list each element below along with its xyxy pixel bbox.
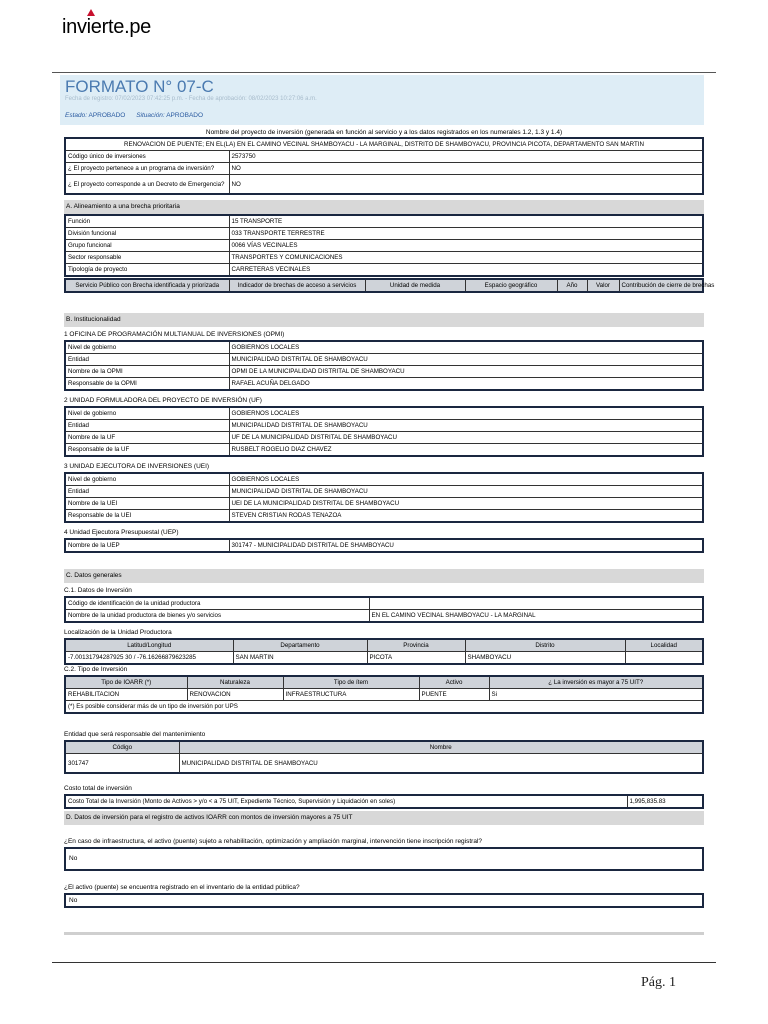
loc-cell: [625, 652, 703, 665]
row-value: 0066 VÍAS VECINALES: [229, 240, 703, 252]
row-value: UF DE LA MUNICIPALIDAD DISTRITAL DE SHAMBOYACU: [229, 432, 703, 444]
loc-header: Provincia: [367, 639, 465, 652]
row-value: 2573750: [229, 151, 703, 163]
situacion-label: Situación:: [136, 112, 165, 119]
project-name-label: Nombre del proyecto de inversión (generada en función al servicio y a los datos registrados en los numerales 1.2, 1.3 y 1.4): [205, 129, 563, 136]
section-a-table: [64, 214, 704, 277]
row-label: Nombre de la OPMI: [65, 366, 229, 378]
row-label: Función: [65, 215, 229, 228]
loc-header: Localidad: [625, 639, 703, 652]
header-divider: [52, 72, 716, 73]
footer-divider: [52, 962, 716, 963]
brecha-header: Contribución de cierre de brechas: [619, 279, 703, 292]
row-value: RUSBELT ROGELIO DIAZ CHAVEZ: [229, 444, 703, 457]
loc-cell: SHAMBOYACU: [465, 652, 625, 665]
uf-title: 2 UNIDAD FORMULADORA DEL PROYECTO DE INVERSIÓN (UF): [64, 397, 262, 404]
question-inscripcion: ¿En caso de infraestructura, el activo (puente) sujeto a rehabilitación, optimización y ampliación marginal, intervención tiene inscripción registral?: [64, 838, 483, 845]
registration-dates: Fecha de registro: 07/02/2023 07:42:25 p.m. - Fecha de aprobación: 08/02/2023 10:27:06 a.m.: [65, 96, 317, 102]
row-label: Entidad: [65, 354, 229, 366]
row-value: 033 TRANSPORTE TERRESTRE: [229, 228, 703, 240]
row-value: NO: [229, 175, 703, 195]
row-value: 301747 - MUNICIPALIDAD DISTRITAL DE SHAMBOYACU: [229, 539, 703, 552]
section-a-title: A. Alineamiento a una brecha prioritaria: [64, 200, 704, 214]
loc-header: Latitud/Longitud: [65, 639, 233, 652]
page-title: FORMATO N° 07-C: [65, 77, 214, 96]
brecha-header: Valor: [587, 279, 619, 292]
row-label: Entidad: [65, 420, 229, 432]
c2-header: ¿ La inversión es mayor a 75 UIT?: [489, 676, 703, 689]
c2-cell: Si: [489, 689, 703, 701]
row-label: Nivel de gobierno: [65, 473, 229, 486]
row-value: OPMI DE LA MUNICIPALIDAD DISTRITAL DE SHAMBOYACU: [229, 366, 703, 378]
row-value: GOBIERNOS LOCALES: [229, 341, 703, 354]
row-label: Código de identificación de la unidad productora: [65, 597, 369, 610]
c2-header: Naturaleza: [187, 676, 283, 689]
mant-header: Código: [65, 741, 179, 754]
costo-table: [64, 794, 704, 809]
opmi-table: [64, 340, 704, 391]
mantenimiento-table: [64, 740, 704, 774]
row-value: TRANSPORTES Y COMUNICACIONES: [229, 252, 703, 264]
row-label: Grupo funcional: [65, 240, 229, 252]
project-name-value: RENOVACION DE PUENTE; EN EL(LA) EN EL CAMINO VECINAL SHAMBOYACU - LA MARGINAL, DISTRITO DE SHAMBOYACU, PROVINCIA PICOTA, DEPARTAMENTO SAN MARTIN: [65, 138, 703, 151]
row-value: UEI DE LA MUNICIPALIDAD DISTRITAL DE SHAMBOYACU: [229, 498, 703, 510]
brecha-header: Unidad de medida: [365, 279, 465, 292]
row-label: ¿ El proyecto pertenece a un programa de inversión?: [65, 163, 229, 175]
uep-table: [64, 538, 704, 553]
row-label: Nivel de gobierno: [65, 407, 229, 420]
invierte-logo: invierte.pe: [62, 16, 151, 39]
costo-value: 1,995,835.83: [627, 795, 703, 808]
row-label: Responsable de la UEI: [65, 510, 229, 523]
project-table: [64, 137, 704, 195]
status-line: [65, 112, 203, 119]
costo-title: Costo total de inversión: [64, 785, 132, 792]
loc-cell: PICOTA: [367, 652, 465, 665]
form-content: [64, 128, 715, 935]
row-label: Responsable de la OPMI: [65, 378, 229, 391]
row-value: 15 TRANSPORTE: [229, 215, 703, 228]
row-value: MUNICIPALIDAD DISTRITAL DE SHAMBOYACU: [229, 486, 703, 498]
costo-label: Costo Total de la Inversión (Monto de Activos > y/o < a 75 UIT, Expediente Técnico, Supervisión y Liquidación en soles): [65, 795, 627, 808]
c2-header: Tipo de IOARR (*): [65, 676, 187, 689]
row-label: Nombre de la UEP: [65, 539, 229, 552]
c2-cell: REHABILITACION: [65, 689, 187, 701]
row-label: Sector responsable: [65, 252, 229, 264]
c2-cell: PUENTE: [419, 689, 489, 701]
c1-table: [64, 596, 704, 623]
brecha-header: Servicio Público con Brecha identificada y priorizada: [65, 279, 229, 292]
localizacion-table: [64, 638, 704, 665]
row-label: Nombre de la unidad productora de bienes y/o servicios: [65, 610, 369, 623]
mant-header: Nombre: [179, 741, 703, 754]
brecha-header: Año: [557, 279, 587, 292]
row-label: Responsable de la UF: [65, 444, 229, 457]
row-label: Nombre de la UEI: [65, 498, 229, 510]
section-c-title: C. Datos generales: [64, 569, 704, 583]
section-b-title: B. Institucionalidad: [64, 313, 704, 327]
mantenimiento-title: Entidad que será responsable del mantenimiento: [64, 731, 206, 738]
row-value: MUNICIPALIDAD DISTRITAL DE SHAMBOYACU: [229, 420, 703, 432]
opmi-title: 1 OFICINA DE PROGRAMACIÓN MULTIANUAL DE INVERSIONES (OPMI): [64, 331, 285, 338]
loc-header: Departamento: [233, 639, 367, 652]
uei-title: 3 UNIDAD EJECUTORA DE INVERSIONES (UEI): [64, 463, 210, 470]
row-value: GOBIERNOS LOCALES: [229, 473, 703, 486]
row-label: ¿ El proyecto corresponde a un Decreto de Emergencia?: [65, 175, 229, 195]
brecha-header: Indicador de brechas de acceso a servicios: [229, 279, 365, 292]
row-label: Nivel de gobierno: [65, 341, 229, 354]
row-label: Nombre de la UF: [65, 432, 229, 444]
estado-value: APROBADO: [88, 112, 126, 119]
page-number: Pág. 1: [641, 975, 676, 990]
row-value: EN EL CAMINO VECINAL SHAMBOYACU - LA MARGINAL: [369, 610, 703, 623]
end-divider: [64, 932, 704, 935]
c2-table: [64, 675, 704, 714]
row-value: NO: [229, 163, 703, 175]
row-label: Tipología de proyecto: [65, 264, 229, 277]
answer-inventario: No: [64, 893, 704, 908]
uf-table: [64, 406, 704, 457]
row-value: GOBIERNOS LOCALES: [229, 407, 703, 420]
answer-inscripcion: No: [64, 847, 704, 871]
row-value: [369, 597, 703, 610]
loc-cell: -7.00131794287925 30 / -76.16266879623285: [65, 652, 233, 665]
uep-title: 4 Unidad Ejecutora Presupuestal (UEP): [64, 529, 179, 536]
row-label: Entidad: [65, 486, 229, 498]
row-label: División funcional: [65, 228, 229, 240]
localizacion-title: Localización de la Unidad Productora: [64, 629, 172, 636]
c2-header: Tipo de ítem: [283, 676, 419, 689]
uei-table: [64, 472, 704, 523]
logo-accent-icon: [87, 9, 95, 16]
section-d-title: D. Datos de inversión para el registro de activos IOARR con montos de inversión mayores a 75 UIT: [64, 811, 704, 825]
c2-cell: INFRAESTRUCTURA: [283, 689, 419, 701]
c2-cell: RENOVACION: [187, 689, 283, 701]
brecha-header: Espacio geográfico: [465, 279, 557, 292]
question-inventario: ¿El activo (puente) se encuentra registrado en el inventario de la entidad pública?: [64, 884, 300, 891]
c2-note: (*) Es posible considerar más de un tipo de inversión por UPS: [65, 701, 703, 714]
loc-header: Distrito: [465, 639, 625, 652]
row-value: STEVEN CRISTIAN RODAS TENAZOA: [229, 510, 703, 523]
row-value: CARRETERAS VECINALES: [229, 264, 703, 277]
estado-label: Estado:: [65, 112, 88, 119]
c1-title: C.1. Datos de Inversión: [64, 587, 132, 594]
c2-title: C.2. Tipo de Inversión: [64, 666, 128, 673]
row-value: MUNICIPALIDAD DISTRITAL DE SHAMBOYACU: [229, 354, 703, 366]
c2-header: Activo: [419, 676, 489, 689]
brecha-table: [64, 278, 715, 293]
mant-cell: MUNICIPALIDAD DISTRITAL DE SHAMBOYACU: [179, 754, 703, 774]
situacion-value: APROBADO: [166, 112, 204, 119]
row-value: RAFAEL ACUÑA DELGADO: [229, 378, 703, 391]
mant-cell: 301747: [65, 754, 179, 774]
row-label: Código único de inversiones: [65, 151, 229, 163]
format-header: [60, 75, 704, 125]
loc-cell: SAN MARTIN: [233, 652, 367, 665]
